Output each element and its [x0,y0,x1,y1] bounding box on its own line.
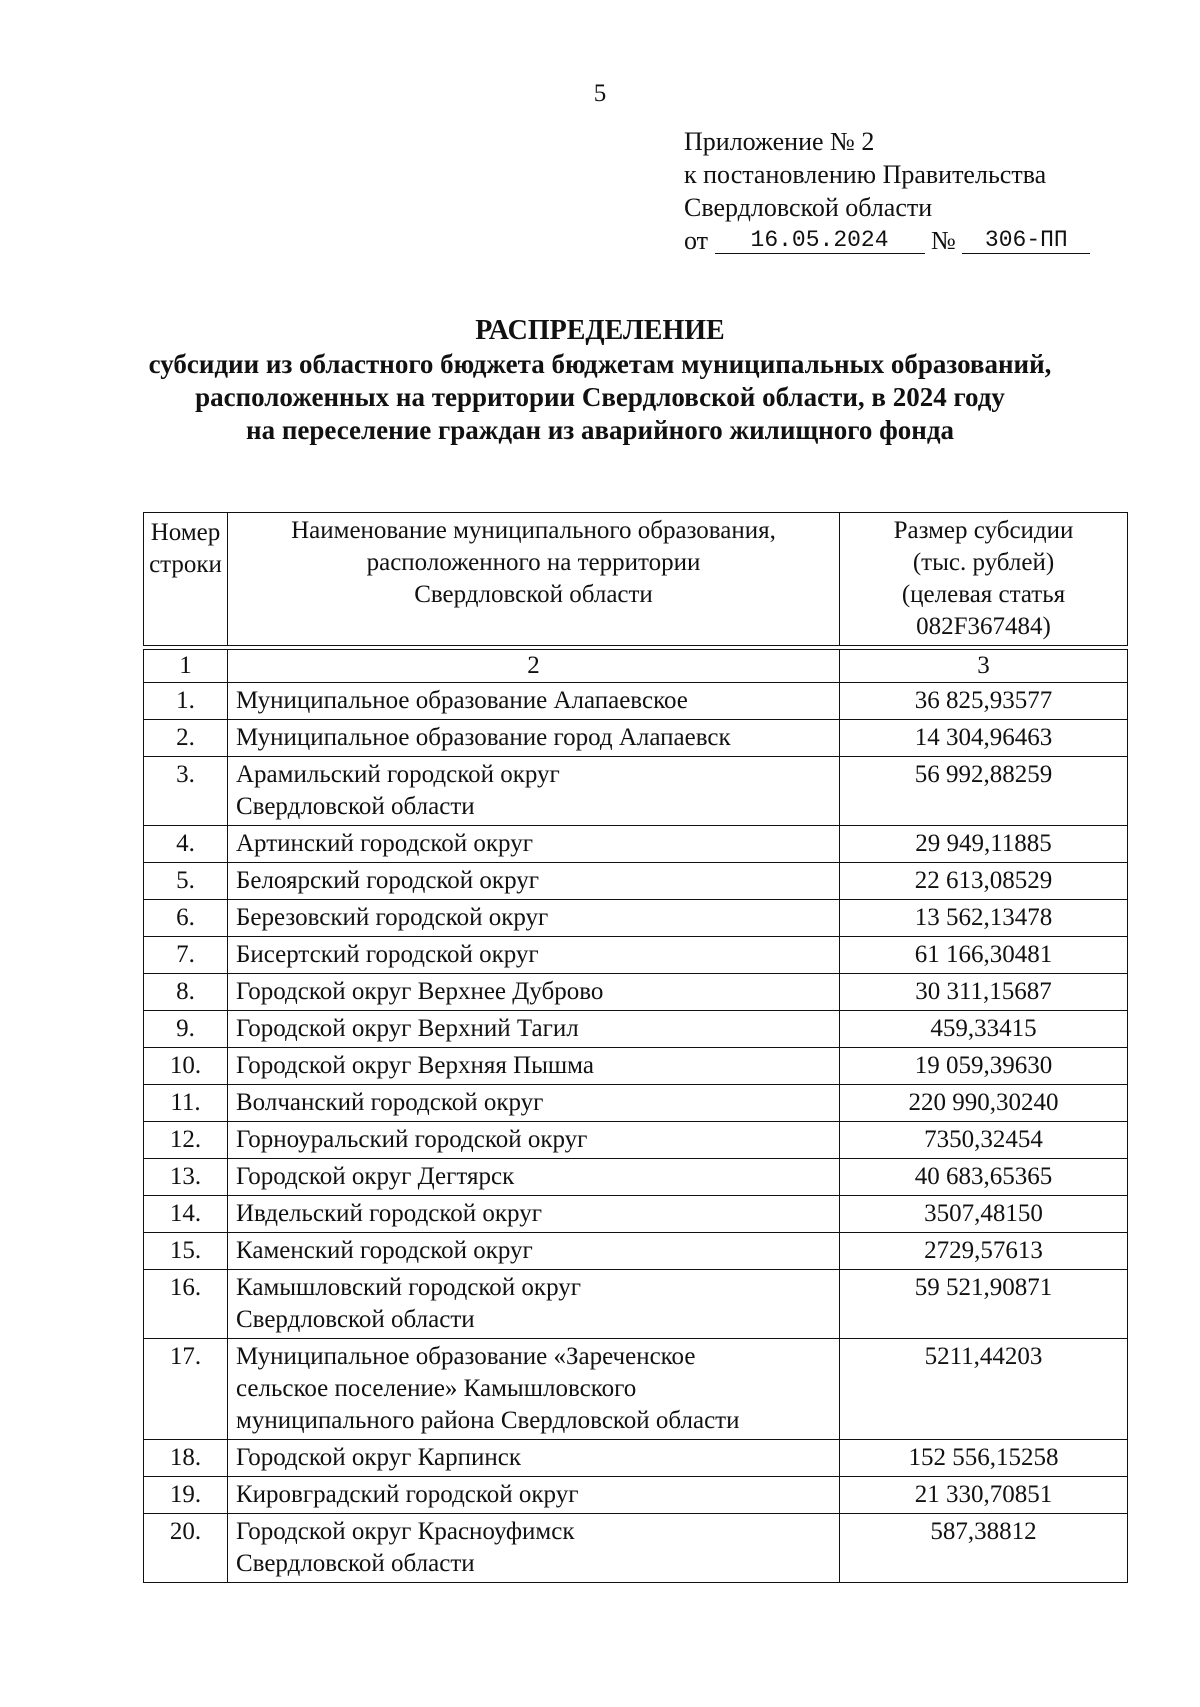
subsidy-amount: 56 992,88259 [840,757,1128,826]
subsidy-amount: 29 949,11885 [840,826,1128,863]
header-col1-line: строки [149,551,222,578]
subsidy-amount: 19 059,39630 [840,1048,1128,1085]
row-number: 2. [144,720,228,757]
municipality-name [228,1048,840,1085]
subsidy-amount: 3507,48150 [840,1196,1128,1233]
municipality-name-line: Белоярский городской округ [236,867,540,894]
subsidy-table [143,512,1128,1583]
title-main: РАСПРЕДЕЛЕНИЕ [475,315,725,346]
resolution-date: 16.05.2024 [715,227,925,254]
table-row [144,937,1128,974]
row-number: 1. [144,683,228,720]
municipality-name-line: Арамильский городской округ [236,761,560,788]
municipality-name [228,683,840,720]
subsidy-amount: 220 990,30240 [840,1085,1128,1122]
appendix-line-2: к постановлению Правительства [684,160,1047,189]
municipality-name-line: Городской округ Карпинск [236,1444,521,1471]
title-line-2: расположенных на территории Свердловской области, в 2024 году [195,382,1005,412]
column-index-row [144,650,1128,683]
table-row [144,757,1128,826]
municipality-name-line: Городской округ Красноуфимск [236,1518,575,1545]
header-col3-line: (целевая статья [901,581,1066,608]
subsidy-amount: 7350,32454 [840,1122,1128,1159]
municipality-name-line: Городской округ Дегтярск [236,1163,515,1190]
row-number: 13. [144,1159,228,1196]
page-number: 5 [593,80,607,107]
number-prefix: № [931,226,956,255]
document-title [0,314,1200,447]
municipality-name-line: Городской округ Верхний Тагил [236,1015,579,1042]
subsidy-amount: 2729,57613 [840,1233,1128,1270]
subsidy-amount: 21 330,70851 [840,1477,1128,1514]
municipality-name [228,1339,840,1440]
subsidy-amount: 587,38812 [840,1514,1128,1583]
table-row [144,1085,1128,1122]
municipality-name [228,863,840,900]
municipality-name-line: Горноуральский городской округ [236,1126,588,1153]
row-number: 12. [144,1122,228,1159]
column-index: 2 [228,650,840,683]
table-row [144,1440,1128,1477]
column-index: 1 [144,650,228,683]
header-col3-line: 082F367484) [916,613,1051,640]
row-number: 5. [144,863,228,900]
header-col1-line: Номер [150,519,221,546]
table-row [144,900,1128,937]
municipality-name-line: Муниципальное образование Алапаевское [236,687,688,714]
municipality-name [228,1159,840,1196]
subsidy-amount: 14 304,96463 [840,720,1128,757]
row-number: 9. [144,1011,228,1048]
municipality-name [228,937,840,974]
municipality-name-line: Артинский городской округ [236,830,533,857]
appendix-line-1: Приложение № 2 [684,127,875,156]
header-municipality-name [228,513,840,646]
municipality-name-line: Городской округ Верхнее Дуброво [236,978,604,1005]
municipality-name-line: Камышловский городской округ [236,1274,581,1301]
appendix-block [684,125,1090,257]
municipality-name-line: Каменский городской округ [236,1237,533,1264]
municipality-name-line: Бисертский городской округ [236,941,539,968]
municipality-name [228,974,840,1011]
municipality-name [228,1477,840,1514]
header-subsidy-amount [840,513,1128,646]
municipality-name-line: Ивдельский городской округ [236,1200,542,1227]
row-number: 6. [144,900,228,937]
table-row [144,1339,1128,1440]
table-row [144,1270,1128,1339]
row-number: 3. [144,757,228,826]
municipality-name-line: Свердловской области [236,1550,475,1577]
subsidy-amount: 152 556,15258 [840,1440,1128,1477]
row-number: 20. [144,1514,228,1583]
municipality-name-line: Кировградский городской округ [236,1481,579,1508]
table-header-row [144,513,1128,646]
municipality-name-line: Муниципальное образование город Алапаевск [236,724,731,751]
municipality-name [228,1196,840,1233]
municipality-name [228,1270,840,1339]
header-col2-line: Наименование муниципального образования, [291,517,776,544]
row-number: 19. [144,1477,228,1514]
table-row [144,1011,1128,1048]
table-row [144,1159,1128,1196]
municipality-name [228,1085,840,1122]
subsidy-amount: 5211,44203 [840,1339,1128,1440]
subsidy-amount: 30 311,15687 [840,974,1128,1011]
table-row [144,720,1128,757]
table-row [144,683,1128,720]
appendix-date-row [684,224,1090,257]
table-row [144,826,1128,863]
date-prefix: от [684,226,709,255]
subsidy-amount: 40 683,65365 [840,1159,1128,1196]
row-number: 7. [144,937,228,974]
municipality-name [228,757,840,826]
row-number: 15. [144,1233,228,1270]
municipality-name [228,1440,840,1477]
municipality-name [228,1011,840,1048]
row-number: 4. [144,826,228,863]
subsidy-amount: 36 825,93577 [840,683,1128,720]
municipality-name [228,1122,840,1159]
municipality-name [228,1233,840,1270]
header-col3-line: Размер субсидии [893,517,1074,544]
municipality-name-line: Городской округ Верхняя Пышма [236,1052,594,1079]
header-col2-line: Свердловской области [414,581,653,608]
row-number: 10. [144,1048,228,1085]
subsidy-amount: 59 521,90871 [840,1270,1128,1339]
row-number: 18. [144,1440,228,1477]
subsidy-amount: 13 562,13478 [840,900,1128,937]
title-line-1: субсидии из областного бюджета бюджетам муниципальных образований, [148,349,1052,379]
subsidy-amount: 22 613,08529 [840,863,1128,900]
municipality-name [228,1514,840,1583]
title-line-3: на переселение граждан из аварийного жилищного фонда [246,415,954,445]
table-row [144,1122,1128,1159]
column-index: 3 [840,650,1128,683]
resolution-number: 306-ПП [962,227,1090,254]
table-row [144,1048,1128,1085]
table-row [144,1196,1128,1233]
municipality-name-line: Свердловской области [236,793,475,820]
row-number: 11. [144,1085,228,1122]
table-row [144,863,1128,900]
header-col2-line: расположенного на территории [366,549,701,576]
table-row [144,1233,1128,1270]
row-number: 16. [144,1270,228,1339]
subsidy-amount: 61 166,30481 [840,937,1128,974]
municipality-name-line: Свердловской области [236,1306,475,1333]
municipality-name-line: Муниципальное образование «Зареченское [236,1343,696,1370]
municipality-name-line: муниципального района Свердловской области [236,1407,740,1434]
municipality-name [228,826,840,863]
table-row [144,974,1128,1011]
header-col3-line: (тыс. рублей) [912,549,1055,576]
row-number: 8. [144,974,228,1011]
municipality-name-line: Волчанский городской округ [236,1089,544,1116]
subsidy-amount: 459,33415 [840,1011,1128,1048]
table-row [144,1514,1128,1583]
municipality-name [228,720,840,757]
table-row [144,1477,1128,1514]
row-number: 17. [144,1339,228,1440]
municipality-name [228,900,840,937]
header-row-number [144,513,228,646]
municipality-name-line: Березовский городской округ [236,904,549,931]
row-number: 14. [144,1196,228,1233]
appendix-line-3: Свердловской области [684,193,933,222]
municipality-name-line: сельское поселение» Камышловского [236,1375,637,1402]
